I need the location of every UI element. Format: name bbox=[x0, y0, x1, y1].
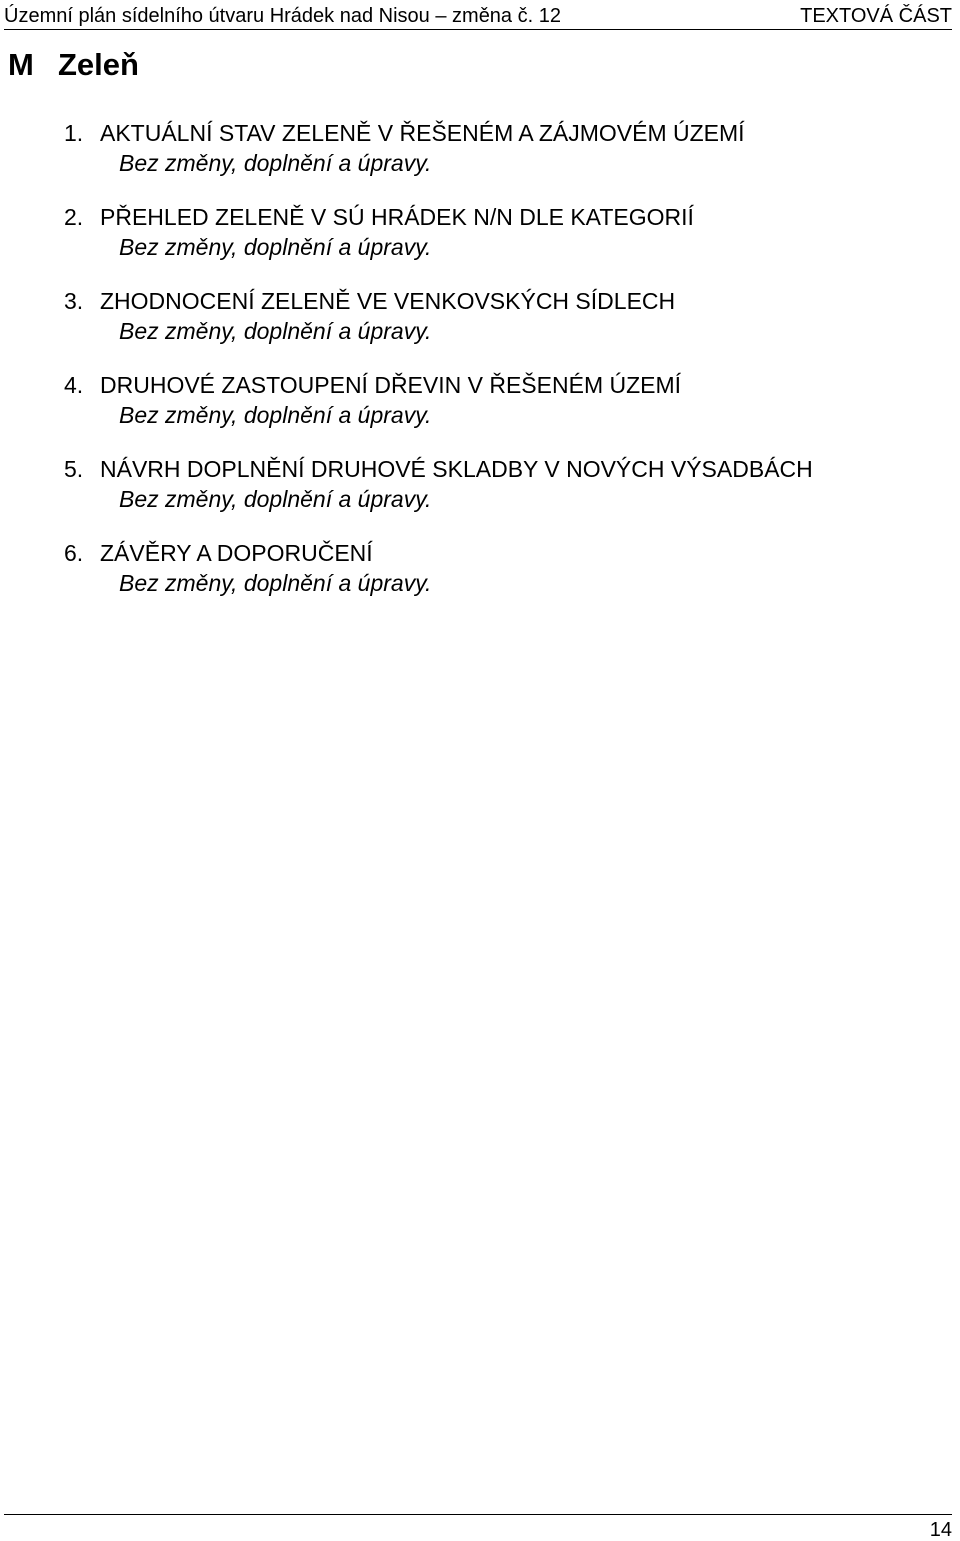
section-body: Bez změny, doplnění a úpravy. bbox=[119, 570, 432, 596]
section-heading-text: DRUHOVÉ ZASTOUPENÍ DŘEVIN V ŘEŠENÉM ÚZEMÍ bbox=[100, 372, 682, 398]
section-item bbox=[64, 538, 944, 622]
section-heading bbox=[64, 454, 944, 484]
section-item bbox=[64, 286, 944, 370]
chapter-name: Zeleň bbox=[58, 47, 139, 82]
section-number: 1. bbox=[64, 120, 84, 146]
section-item bbox=[64, 370, 944, 454]
section-number: 6. bbox=[64, 540, 84, 566]
section-heading bbox=[64, 118, 944, 148]
page-number: 14 bbox=[929, 1519, 952, 1541]
section-item bbox=[64, 118, 944, 202]
document-part-label: TEXTOVÁ ČÁST bbox=[800, 5, 952, 27]
section-list bbox=[64, 118, 944, 622]
section-heading-text: AKTUÁLNÍ STAV ZELENĚ V ŘEŠENÉM A ZÁJMOVÉM ÚZEMÍ bbox=[100, 120, 745, 146]
document-title: Územní plán sídelního útvaru Hrádek nad Nisou – změna č. 12 bbox=[4, 5, 561, 27]
section-heading bbox=[64, 538, 944, 568]
section-body: Bez změny, doplnění a úpravy. bbox=[119, 234, 432, 260]
chapter-title bbox=[8, 47, 139, 83]
section-body: Bez změny, doplnění a úpravy. bbox=[119, 402, 432, 428]
section-heading-text: PŘEHLED ZELENĚ V SÚ HRÁDEK N/N DLE KATEGORIÍ bbox=[100, 204, 694, 230]
section-heading-text: ZÁVĚRY A DOPORUČENÍ bbox=[100, 540, 373, 566]
section-number: 2. bbox=[64, 204, 84, 230]
section-item bbox=[64, 454, 944, 538]
page-footer bbox=[4, 1514, 952, 1539]
section-heading bbox=[64, 286, 944, 316]
page-header bbox=[4, 3, 952, 30]
section-heading bbox=[64, 202, 944, 232]
section-number: 5. bbox=[64, 456, 84, 482]
section-heading-text: NÁVRH DOPLNĚNÍ DRUHOVÉ SKLADBY V NOVÝCH VÝSADBÁCH bbox=[100, 456, 813, 482]
section-number: 3. bbox=[64, 288, 84, 314]
section-body: Bez změny, doplnění a úpravy. bbox=[119, 150, 432, 176]
section-body: Bez změny, doplnění a úpravy. bbox=[119, 318, 432, 344]
section-heading bbox=[64, 370, 944, 400]
chapter-letter: M bbox=[8, 47, 34, 82]
section-heading-text: ZHODNOCENÍ ZELENĚ VE VENKOVSKÝCH SÍDLECH bbox=[100, 288, 676, 314]
section-body: Bez změny, doplnění a úpravy. bbox=[119, 486, 432, 512]
section-number: 4. bbox=[64, 372, 84, 398]
section-item bbox=[64, 202, 944, 286]
